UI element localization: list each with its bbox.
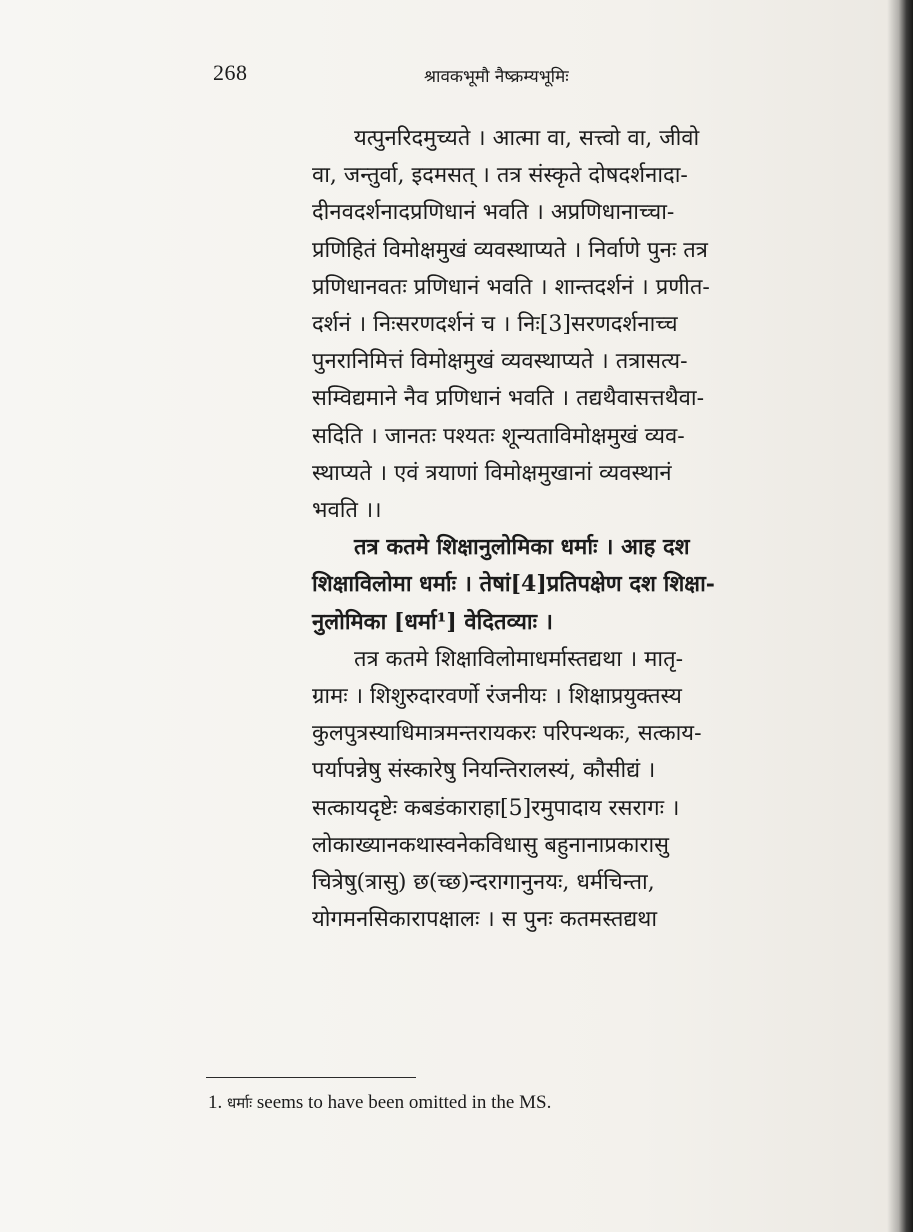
- footnote-marker: 1.: [208, 1092, 223, 1113]
- running-head: श्रावकभूमौ नैष्क्रम्यभूमिः: [424, 67, 569, 87]
- text-line: तत्र कतमे शिक्षाविलोमाधर्मास्तद्यथा । मातृ-: [354, 646, 684, 672]
- text-line: ग्रामः । शिशुरुदारवर्णो रंजनीयः । शिक्षाप्रयुक्तस्य: [312, 684, 682, 710]
- footnote-term: धर्माः: [227, 1094, 253, 1112]
- text-line: सम्विद्यमाने नैव प्रणिधानं भवति । तद्यथैवासत्तथैवा-: [312, 386, 705, 412]
- text-line: नुलोमिका [धर्मा¹] वेदितव्याः ।: [312, 608, 554, 635]
- text-line: भवति ।।: [312, 498, 382, 524]
- main-text: [312, 120, 832, 938]
- text-line: लोकाख्यानकथास्वनेकविधासु बहुनानाप्रकारासु: [312, 832, 670, 858]
- text-line: सत्कायदृष्टेः कबडंकाराहा[5]रमुपादाय रसरागः ।: [312, 795, 680, 821]
- text-line: स्थाप्यते । एवं त्रयाणां विमोक्षमुखानां व्यवस्थानं: [312, 460, 672, 486]
- text-line: दीनवदर्शनादप्रणिधानं भवति । अप्रणिधानाच्चा-: [312, 200, 675, 226]
- book-spine-shadow: [887, 0, 913, 1232]
- text-line: चित्रेषु(त्रासु) छ(च्छ)न्दरागानुनयः, धर्मचिन्ता,: [312, 870, 655, 896]
- text-line: दर्शनं । निःसरणदर्शनं च । निः[3]सरणदर्शनाच्च: [312, 312, 678, 338]
- text-line: पुनरानिमित्तं विमोक्षमुखं व्यवस्थाप्यते । तत्रासत्य-: [312, 349, 688, 375]
- text-line: शिक्षाविलोमा धर्माः । तेषां[4]प्रतिपक्षेण दश शिक्षा-: [312, 571, 715, 598]
- footnote-divider: [206, 1077, 416, 1078]
- paragraph-3: [312, 641, 832, 939]
- text-line: प्रणिहितं विमोक्षमुखं व्यवस्थाप्यते । निर्वाणे पुनः तत्र: [312, 237, 708, 263]
- text-line: प्रणिधानवतः प्रणिधानं भवति । शान्तदर्शनं । प्रणीत-: [312, 274, 710, 300]
- text-line: तत्र कतमे शिक्षानुलोमिका धर्माः । आह दश: [354, 534, 690, 561]
- text-line: योगमनसिकारापक्षालः । स पुनः कतमस्तद्यथा: [312, 907, 658, 933]
- text-line: कुलपुत्रस्याधिमात्रमन्तरायकरः परिपन्थकः, सत्काय-: [312, 721, 702, 747]
- paragraph-1: [312, 120, 832, 529]
- text-line: यत्पुनरिदमुच्यते । आत्मा वा, सत्त्वो वा, जीवो: [354, 126, 700, 151]
- text-line: वा, जन्तुर्वा, इदमसत् । तत्र संस्कृते दोषदर्शनादा-: [312, 163, 688, 189]
- footnote-text: seems to have been omitted in the MS.: [256, 1092, 552, 1113]
- page-number: 268: [213, 60, 248, 85]
- text-line: सदिति । जानतः पश्यतः शून्यताविमोक्षमुखं व्यव-: [312, 423, 685, 449]
- paragraph-2: [312, 529, 832, 641]
- footnote: [208, 1092, 551, 1114]
- text-line: पर्यापन्नेषु संस्कारेषु नियन्तिरालस्यं, कौसीद्यं ।: [312, 758, 656, 784]
